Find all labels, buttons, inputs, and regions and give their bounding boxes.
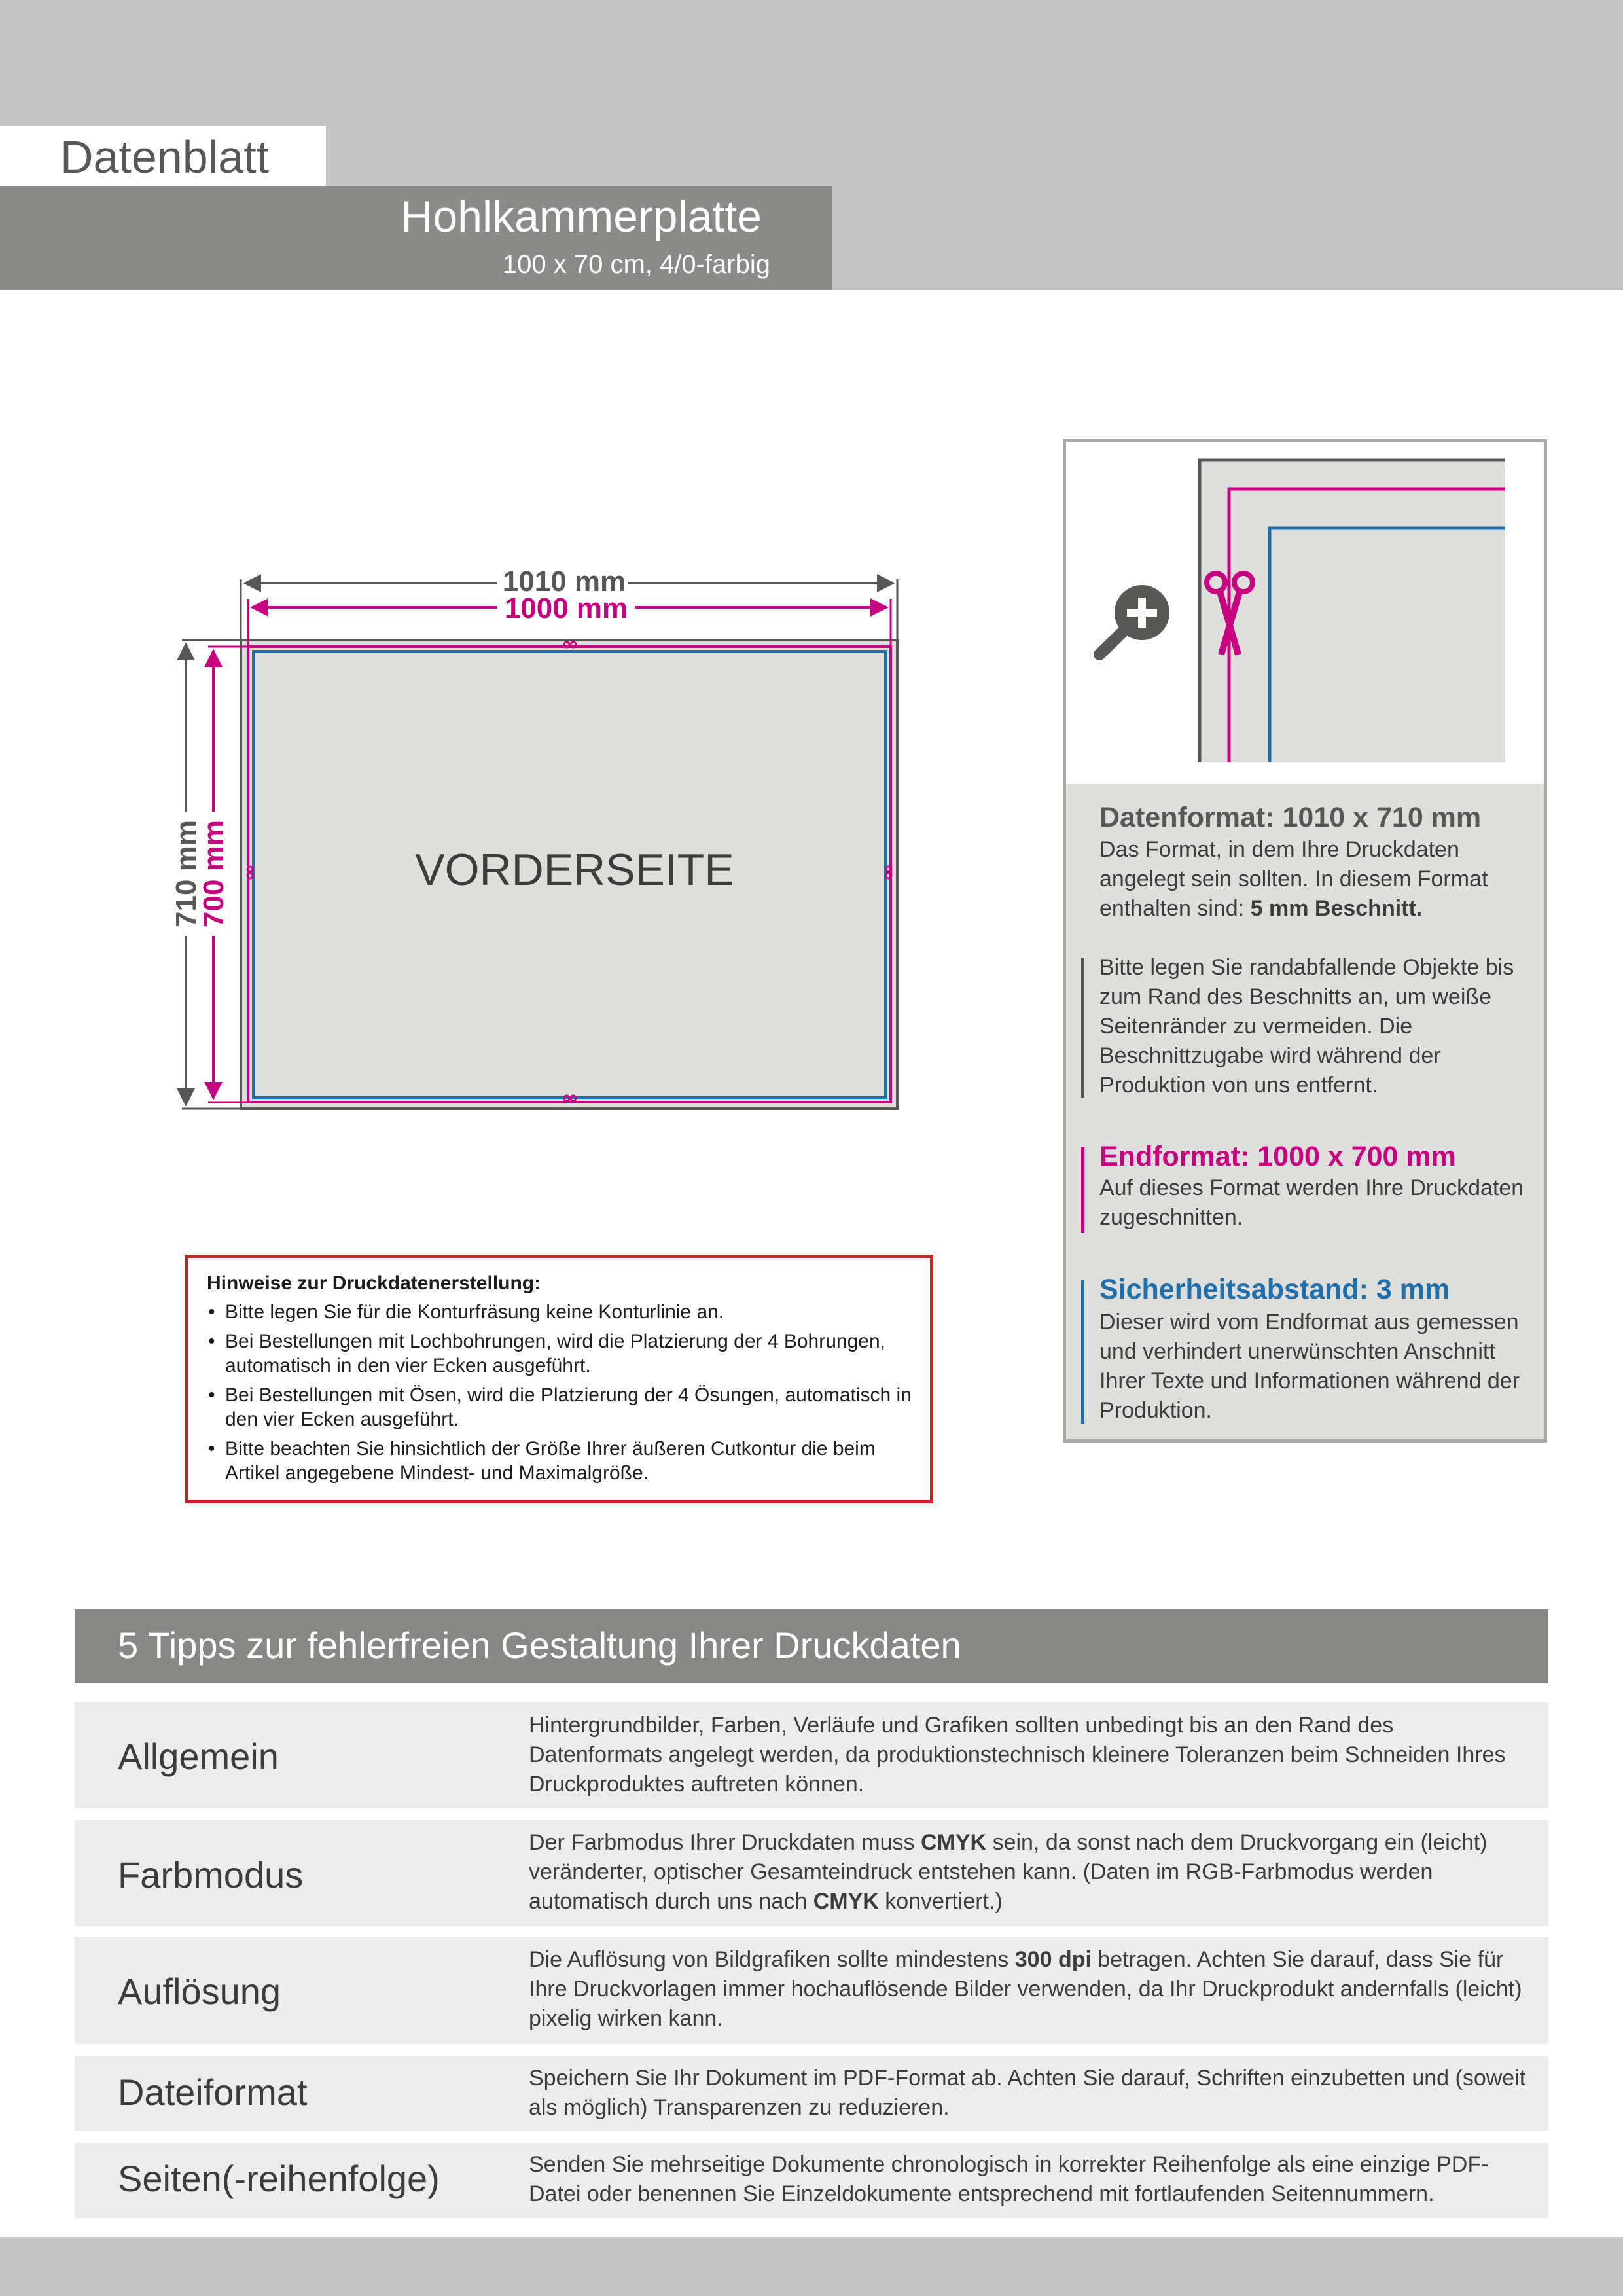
zoom-plus-icon: [1099, 585, 1169, 655]
datenformat-text: Das Format, in dem Ihre Druckdaten angelegt sein sollten. In diesem Format enthalten sind: 5 mm Beschnitt.: [1099, 837, 1488, 921]
tip-text: Hintergrundbilder, Farben, Verläufe und Grafiken sollten unbedingt bis an den Rand des Datenformats angelegt werden, da produktionstechnisch kleinere Toleranzen beim Schneiden Ihres Druckproduktes auftreten können.: [529, 1713, 1506, 1797]
tip-text: Senden Sie mehrseitige Dokumente chronologisch in korrekter Reihenfolge als eine einzige PDF-Datei oder benennen Sie Einzeldokumente entsprechend mit fortlaufenden Seitennummern.: [529, 2152, 1489, 2206]
datenformat-bold: 5 mm Beschnitt.: [1250, 896, 1423, 921]
tip-label: Dateiformat: [118, 2072, 308, 2113]
height-data-label: 710 mm: [170, 820, 202, 927]
endformat-text: Auf dieses Format werden Ihre Druckdaten zugeschnitten.: [1099, 1175, 1524, 1230]
document-tag-label: Datenblatt: [60, 132, 270, 183]
title-bar: [0, 186, 832, 290]
tip-row-farbmodus: [75, 1820, 1548, 1926]
hint-bar: [1081, 958, 1084, 1098]
sicherheit-text: Dieser wird vom Endformat aus gemessen und verhindert unerwünschten Anschnitt Ihrer Texte und Informationen während der Produktion.: [1099, 1310, 1520, 1423]
tip-label: Seiten(-reihenfolge): [118, 2158, 440, 2199]
cmyk-bold: CMYK: [921, 1830, 987, 1855]
tip-text: Speichern Sie Ihr Dokument im PDF-Format ab. Achten Sie darauf, Schriften einzubetten und (soweit als möglich) Transparenzen zu reduzieren.: [529, 2066, 1526, 2120]
tip-label: Farbmodus: [118, 1854, 304, 1895]
cmyk-bold: CMYK: [813, 1889, 879, 1914]
height-final-label: 700 mm: [198, 820, 230, 927]
page-subtitle: 100 x 70 cm, 4/0-farbig: [502, 250, 770, 279]
page-title: Hohlkammerplatte: [401, 192, 762, 242]
sicherheit-title: Sicherheitsabstand: 3 mm: [1099, 1274, 1450, 1305]
tips-heading-bar: [75, 1609, 1548, 1683]
width-data-label: 1010 mm: [502, 565, 626, 598]
notice-item: • Bei Bestellungen mit Ösen, wird die Platzierung der 4 Ösungen, automatisch in den vier Ecken ausgeführt.: [207, 1383, 912, 1431]
tip-row-dateiformat: [75, 2056, 1548, 2131]
document-tag: [0, 126, 326, 186]
width-final-label: 1000 mm: [504, 592, 628, 624]
datenformat-title: Datenformat: 1010 x 710 mm: [1099, 802, 1482, 833]
endformat-bar: [1081, 1147, 1084, 1233]
notice-list: [207, 1300, 912, 1485]
hint-text: Bitte legen Sie randabfallende Objekte bis zum Rand des Beschnitts an, um weiße Seitenränder zu vermeiden. Die Beschnittzugabe wird während der Produktion von uns entfernt.: [1099, 955, 1514, 1098]
notice-title: Hinweise zur Druckdatenerstellung:: [207, 1272, 541, 1294]
tip-label: Allgemein: [118, 1736, 279, 1777]
footer-band: [0, 2237, 1623, 2296]
endformat-title: Endformat: 1000 x 700 mm: [1099, 1141, 1456, 1172]
notice-item: • Bitte beachten Sie hinsichtlich der Größe Ihrer äußeren Cutkontur die beim Artikel angegebene Mindest- und Maximalgröße.: [207, 1437, 912, 1485]
side-label: VORDERSEITE: [415, 845, 734, 895]
corner-detail: [1086, 452, 1512, 779]
tips-heading: 5 Tipps zur fehlerfreien Gestaltung Ihrer Druckdaten: [118, 1624, 961, 1666]
tip-text: Der Farbmodus Ihrer Druckdaten muss CMYK sein, da sonst nach dem Druckvorgang ein (leicht) veränderter, optischer Gesamteindruck entstehen kann. (Daten im RGB-Farbmodus werden automatisch durch uns nach CMYK konvertiert.): [529, 1830, 1488, 1914]
tip-row-seiten: [75, 2143, 1548, 2218]
tip-label: Auflösung: [118, 1971, 281, 2012]
notice-item: • Bei Bestellungen mit Lochbohrungen, wird die Platzierung der 4 Bohrungen, automatisch in den vier Ecken ausgeführt.: [207, 1329, 912, 1378]
tip-row-allgemein: [75, 1702, 1548, 1808]
sicherheit-bar: [1081, 1280, 1084, 1424]
notice-box: [185, 1255, 933, 1503]
notice-item: • Bitte legen Sie für die Konturfräsung keine Konturlinie an.: [207, 1300, 912, 1324]
tip-row-aufloesung: [75, 1937, 1548, 2044]
tip-text: Die Auflösung von Bildgrafiken sollte mindestens 300 dpi betragen. Achten Sie darauf, dass Sie für Ihre Druckvorlagen immer hochauflösende Bilder verwenden, da Ihr Druckprodukt andernfalls (leicht) pixelig wirken kann.: [529, 1947, 1522, 2031]
format-diagram: [157, 550, 916, 1126]
dpi-bold: 300 dpi: [1014, 1947, 1092, 1972]
